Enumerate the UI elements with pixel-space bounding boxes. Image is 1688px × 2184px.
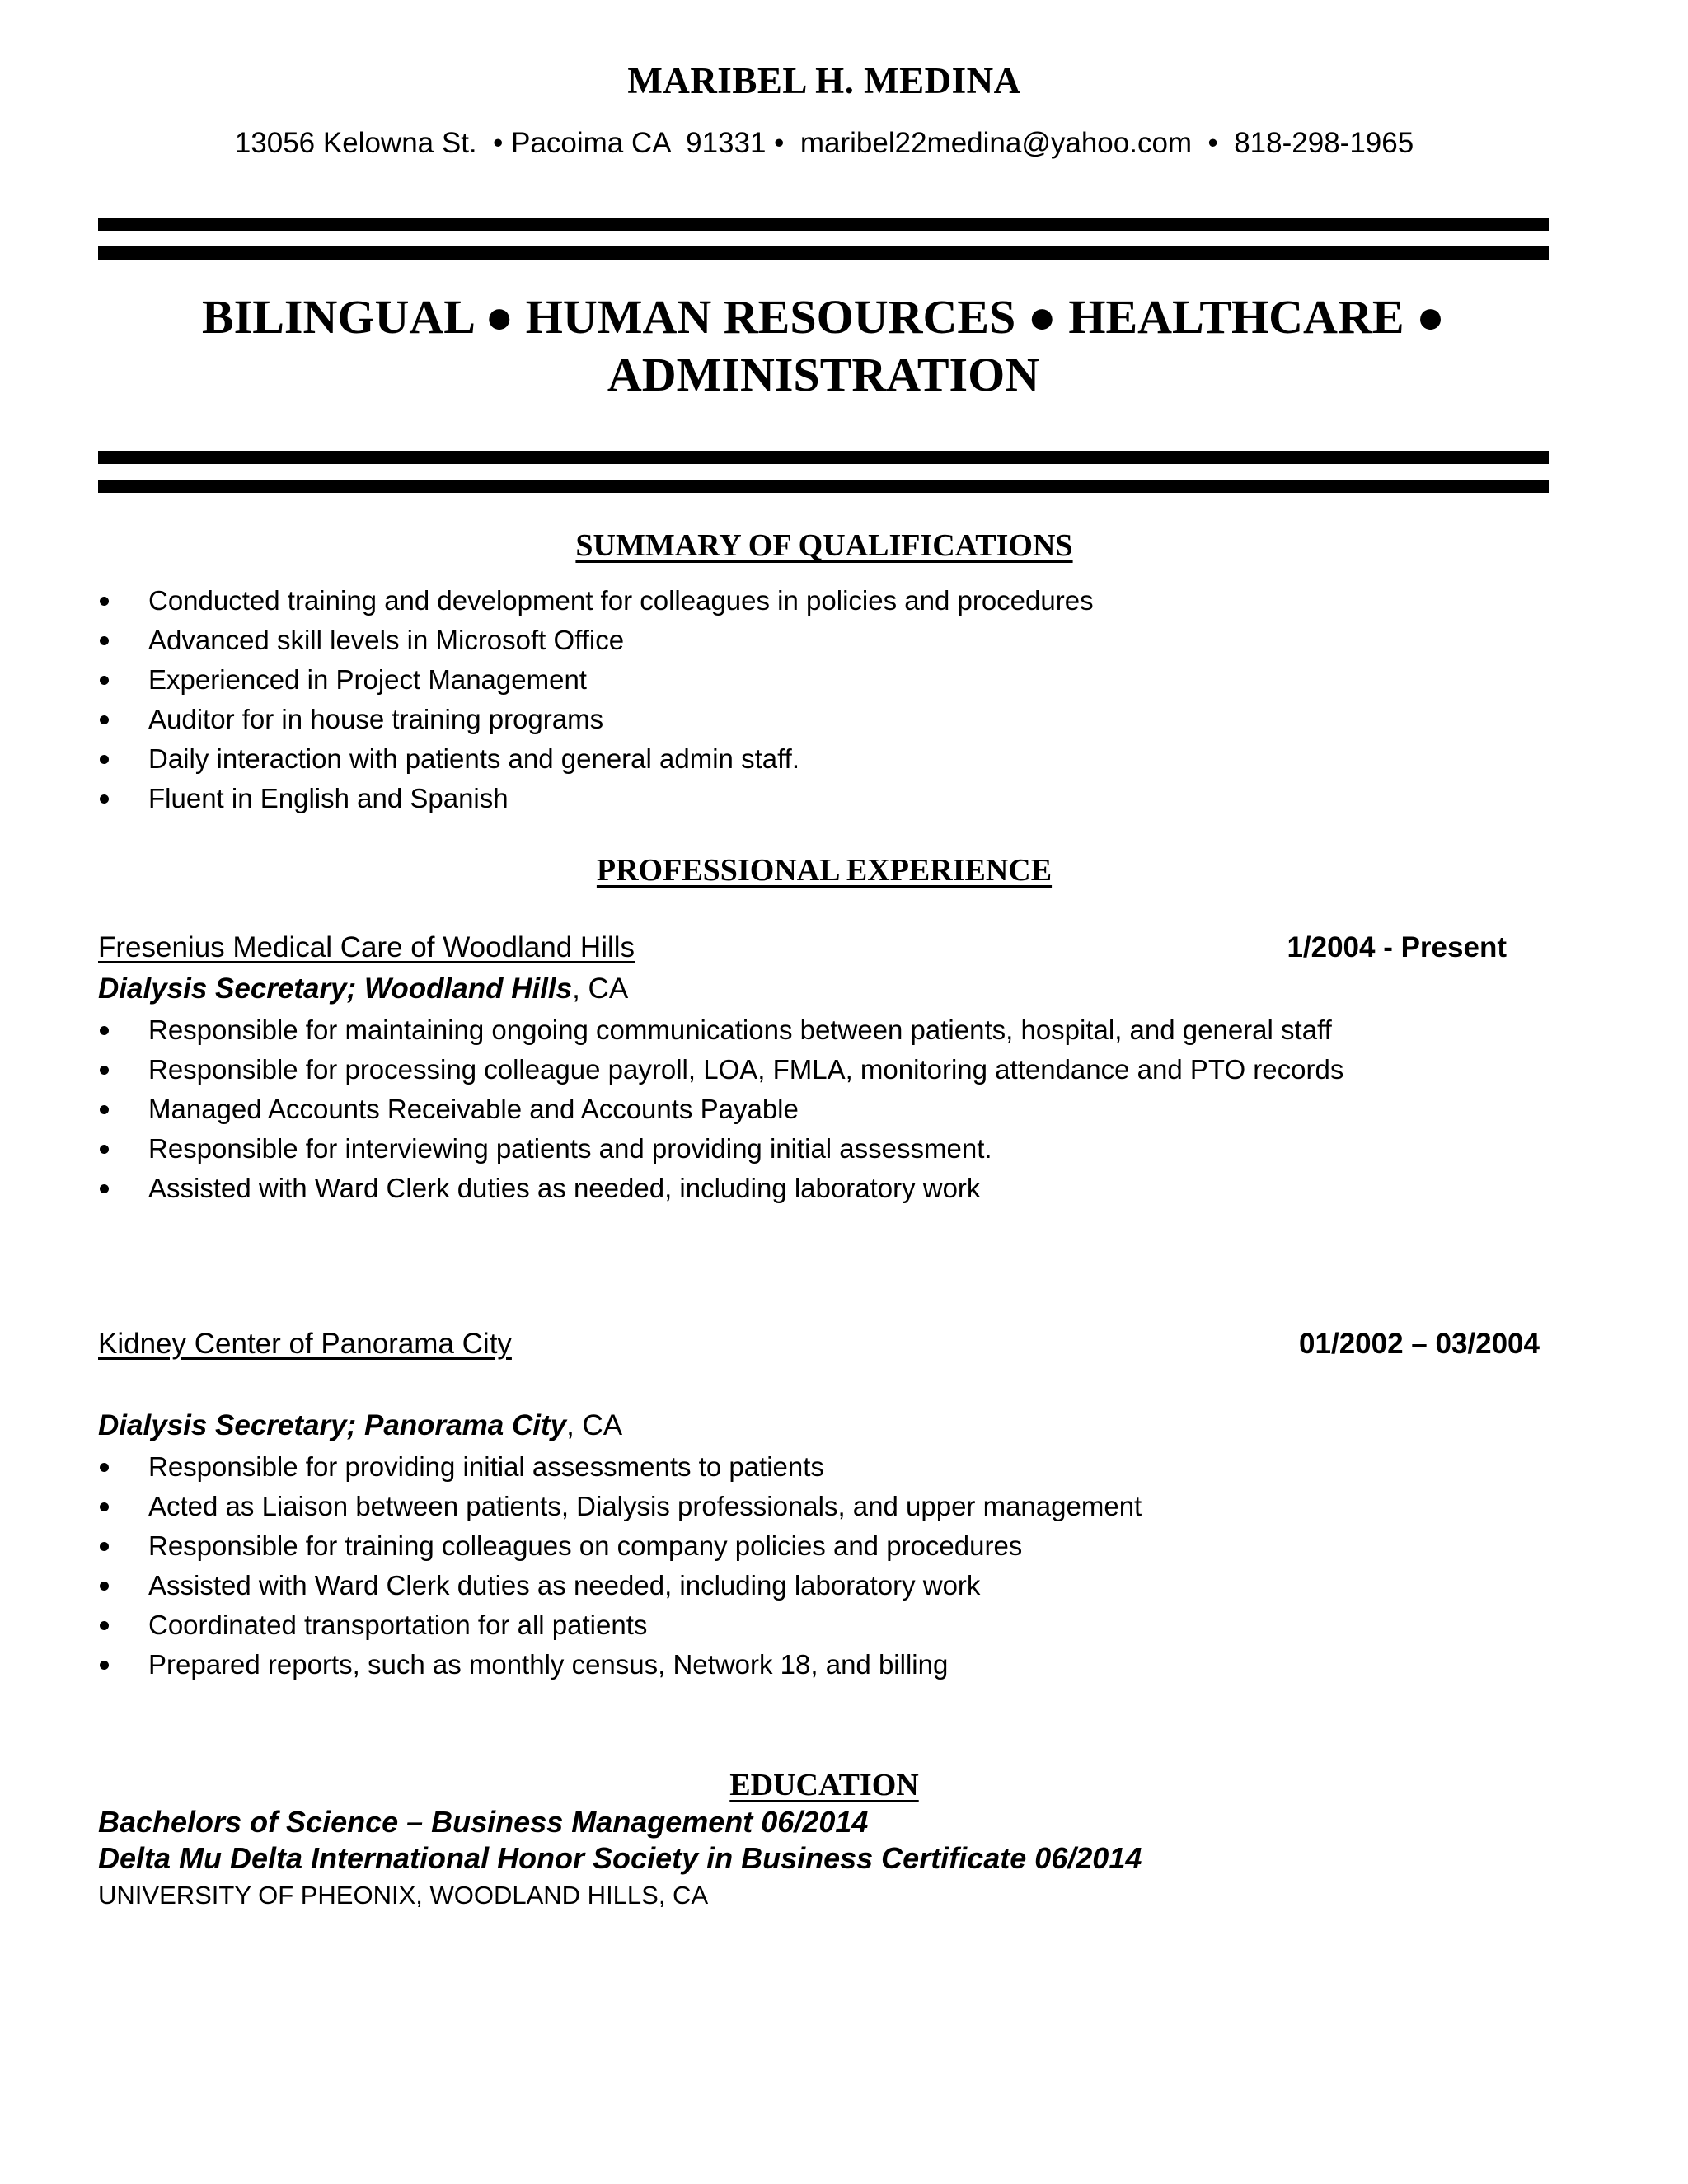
school-name: UNIVERSITY OF PHEONIX, WOODLAND HILLS, CA (98, 1881, 709, 1910)
employer-name: Fresenius Medical Care of Woodland Hills (98, 931, 635, 963)
education-title: EDUCATION (729, 1768, 919, 1802)
summary-list (98, 581, 1516, 818)
job-location: , CA (566, 1409, 623, 1441)
honor-society: Delta Mu Delta International Honor Society in Business Certificate 06/2014 (98, 1841, 1142, 1875)
list-item: Fluent in English and Spanish (98, 779, 1516, 818)
job-duties-list (98, 1447, 1516, 1685)
headline (98, 288, 1549, 404)
list-item: Responsible for processing colleague payroll, LOA, FMLA, monitoring attendance and PTO records (98, 1050, 1516, 1090)
candidate-name: MARIBEL H. MEDINA (627, 60, 1021, 101)
header-rule-top-2 (98, 246, 1549, 260)
list-item: Managed Accounts Receivable and Accounts Payable (98, 1090, 1516, 1129)
job-location: , CA (572, 972, 629, 1005)
list-item: Experienced in Project Management (98, 660, 1516, 700)
list-item: Responsible for interviewing patients and providing initial assessment. (98, 1129, 1516, 1169)
header-rule-bottom-1 (98, 451, 1549, 464)
summary-title: SUMMARY OF QUALIFICATIONS (575, 528, 1073, 563)
job-role (98, 972, 628, 1005)
list-item: Responsible for providing initial assessments to patients (98, 1447, 1516, 1487)
list-item: Acted as Liaison between patients, Dialysis professionals, and upper management (98, 1487, 1516, 1526)
header-rule-bottom-2 (98, 480, 1549, 493)
employment-dates: 01/2002 – 03/2004 (1299, 1328, 1540, 1360)
job-title: Dialysis Secretary; Woodland Hills (98, 972, 573, 1005)
list-item: Assisted with Ward Clerk duties as needed, including laboratory work (98, 1169, 1516, 1208)
job-title: Dialysis Secretary; Panorama City (98, 1409, 567, 1441)
list-item: Responsible for maintaining ongoing communications between patients, hospital, and general staff (98, 1010, 1516, 1050)
experience-title: PROFESSIONAL EXPERIENCE (596, 853, 1053, 888)
list-item: Conducted training and development for colleagues in policies and procedures (98, 581, 1516, 621)
degree: Bachelors of Science – Business Management 06/2014 (98, 1805, 869, 1839)
job-role (98, 1409, 622, 1442)
list-item: Responsible for training colleagues on company policies and procedures (98, 1526, 1516, 1566)
list-item: Auditor for in house training programs (98, 700, 1516, 739)
employer-name: Kidney Center of Panorama City (98, 1328, 512, 1360)
employment-dates: 1/2004 - Present (1287, 931, 1507, 963)
contact-line: 13056 Kelowna St. • Pacoima CA 91331 • maribel22medina@yahoo.com • 818-298-1965 (234, 127, 1414, 159)
job-duties-list (98, 1010, 1516, 1208)
headline-line-1: BILINGUAL ● HUMAN RESOURCES ● HEALTHCARE ● (201, 290, 1446, 344)
list-item: Advanced skill levels in Microsoft Office (98, 621, 1516, 660)
list-item: Daily interaction with patients and general admin staff. (98, 739, 1516, 779)
list-item: Prepared reports, such as monthly census, Network 18, and billing (98, 1645, 1516, 1685)
list-item: Coordinated transportation for all patients (98, 1605, 1516, 1645)
list-item: Assisted with Ward Clerk duties as needed, including laboratory work (98, 1566, 1516, 1605)
headline-line-2: ADMINISTRATION (607, 348, 1040, 401)
header-rule-top-1 (98, 218, 1549, 231)
